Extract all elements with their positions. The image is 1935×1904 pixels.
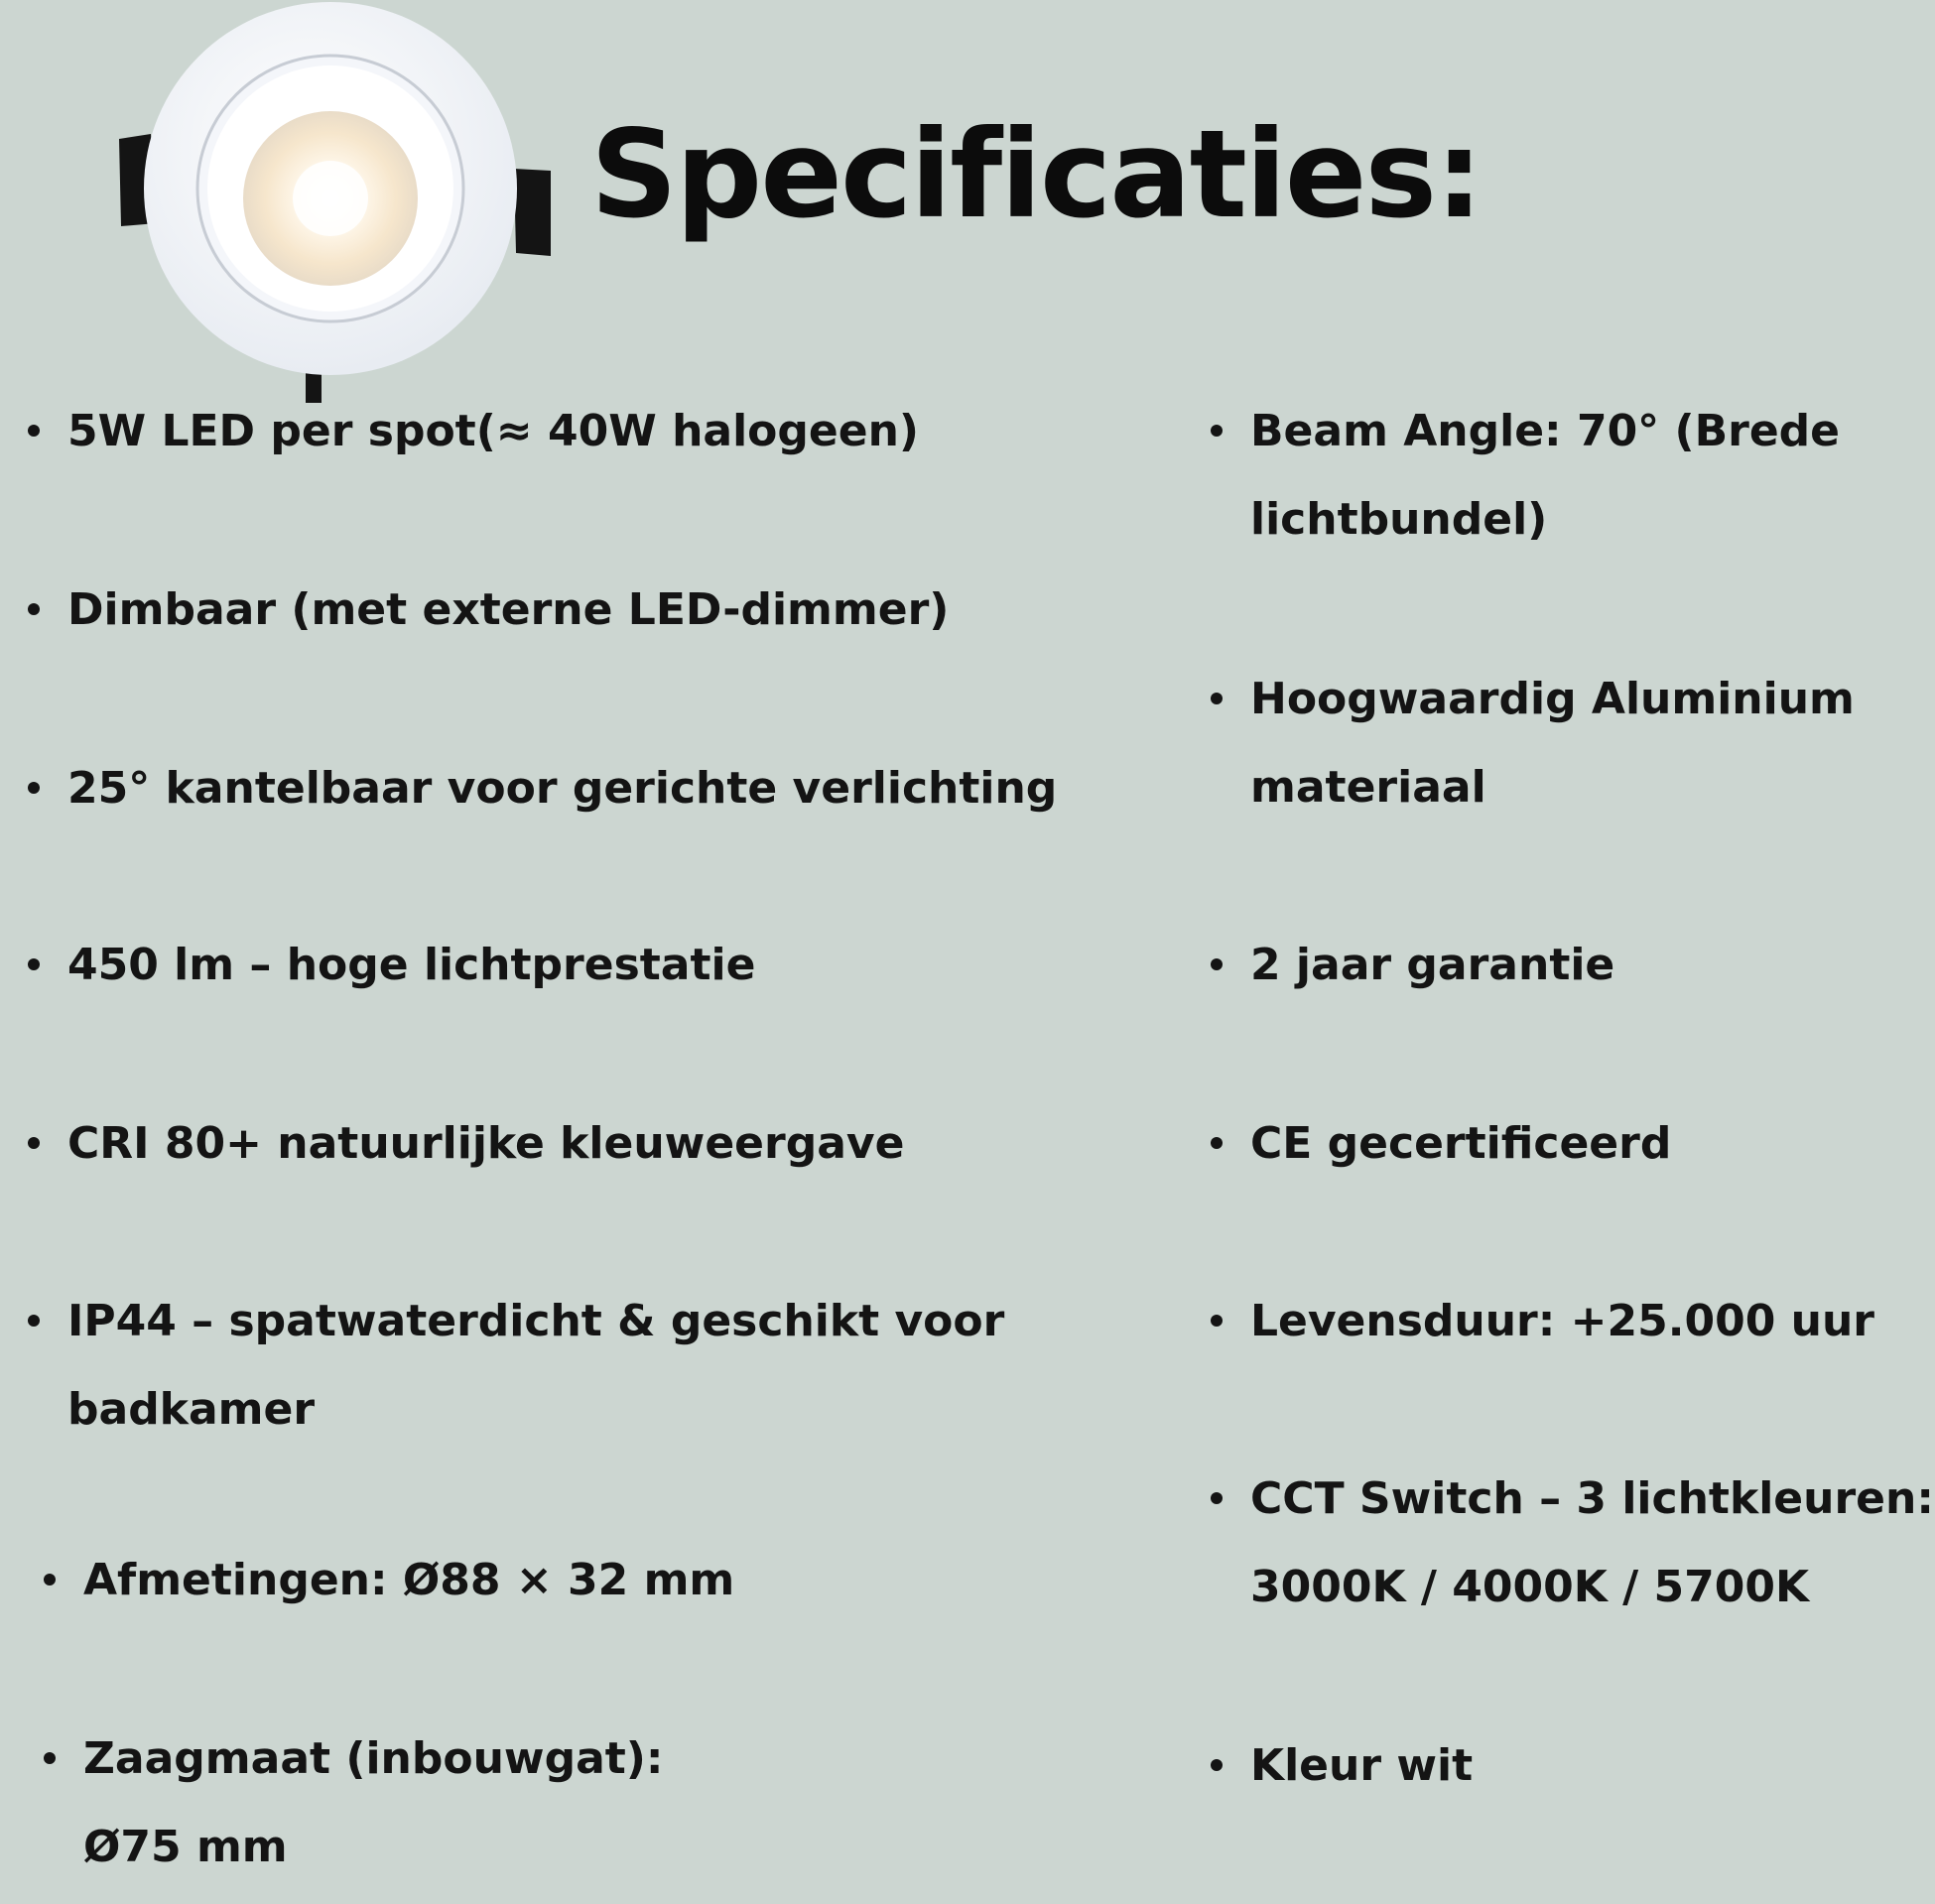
bullet-dot (1211, 1759, 1223, 1771)
bullet-dot (28, 1315, 40, 1327)
spec-item (1250, 1277, 1874, 1365)
spec-line: 450 lm – hoge lichtprestatie (67, 940, 756, 990)
spec-line: 3000K / 4000K / 5700K (1250, 1562, 1810, 1612)
spec-item (1250, 921, 1614, 1009)
spec-item (67, 387, 919, 475)
spec-line: materiaal (1250, 762, 1486, 813)
spec-item (1250, 1721, 1473, 1810)
bullet-dot (28, 603, 40, 615)
spec-line: Levensduur: +25.000 uur (1250, 1296, 1874, 1346)
spec-item (83, 1536, 734, 1624)
spec-line: badkamer (67, 1384, 316, 1435)
spec-item (1250, 387, 1840, 564)
spec-line: 5W LED per spot(≈ 40W halogeen) (67, 406, 920, 456)
spec-line: Hoogwaardig Aluminium (1250, 674, 1855, 724)
spec-line: CE gecertificeerd (1250, 1118, 1672, 1169)
spec-item (67, 1099, 904, 1188)
spec-item (1250, 1099, 1671, 1188)
bullet-dot (1211, 425, 1223, 437)
bullet-dot (28, 425, 40, 437)
spec-item (1250, 655, 1855, 831)
spec-line: lichtbundel) (1250, 494, 1548, 545)
page-title: Specificaties: (590, 104, 1482, 245)
bullet-dot (28, 958, 40, 970)
bullet-dot (1211, 1492, 1223, 1504)
bullet-dot (1211, 693, 1223, 704)
spec-line: Beam Angle: 70° (Brede (1250, 406, 1841, 456)
bullet-dot (1211, 958, 1223, 970)
bullet-dot (44, 1574, 56, 1586)
spec-line: CCT Switch – 3 lichtkleuren: (1250, 1473, 1934, 1524)
spec-item (67, 744, 1057, 832)
bullet-dot (28, 782, 40, 794)
spec-line: CRI 80+ natuurlijke kleuweergave (67, 1118, 905, 1169)
spec-item (67, 921, 755, 1009)
spec-line: Afmetingen: Ø88 × 32 mm (83, 1555, 735, 1605)
spec-line: 2 jaar garantie (1250, 940, 1615, 990)
spec-line: 25° kantelbaar voor gerichte verlichting (67, 763, 1058, 814)
spec-line: IP44 – spatwaterdicht & geschikt voor (67, 1296, 1005, 1346)
bullet-dot (28, 1137, 40, 1149)
right-spring-clip (514, 169, 551, 256)
spotlight-product-image (99, 0, 566, 417)
bullet-dot (1211, 1315, 1223, 1327)
spec-line: Zaagmaat (inbouwgat): (83, 1733, 664, 1784)
spec-line: Kleur wit (1250, 1740, 1474, 1791)
spec-line: Dimbaar (met externe LED-dimmer) (67, 584, 950, 635)
spec-item (83, 1714, 664, 1891)
bullet-dot (44, 1752, 56, 1764)
spec-item (67, 1277, 1004, 1454)
spec-item (1250, 1455, 1934, 1631)
spec-line: Ø75 mm (83, 1822, 288, 1872)
bullet-dot (1211, 1137, 1223, 1149)
spec-item (67, 566, 949, 654)
